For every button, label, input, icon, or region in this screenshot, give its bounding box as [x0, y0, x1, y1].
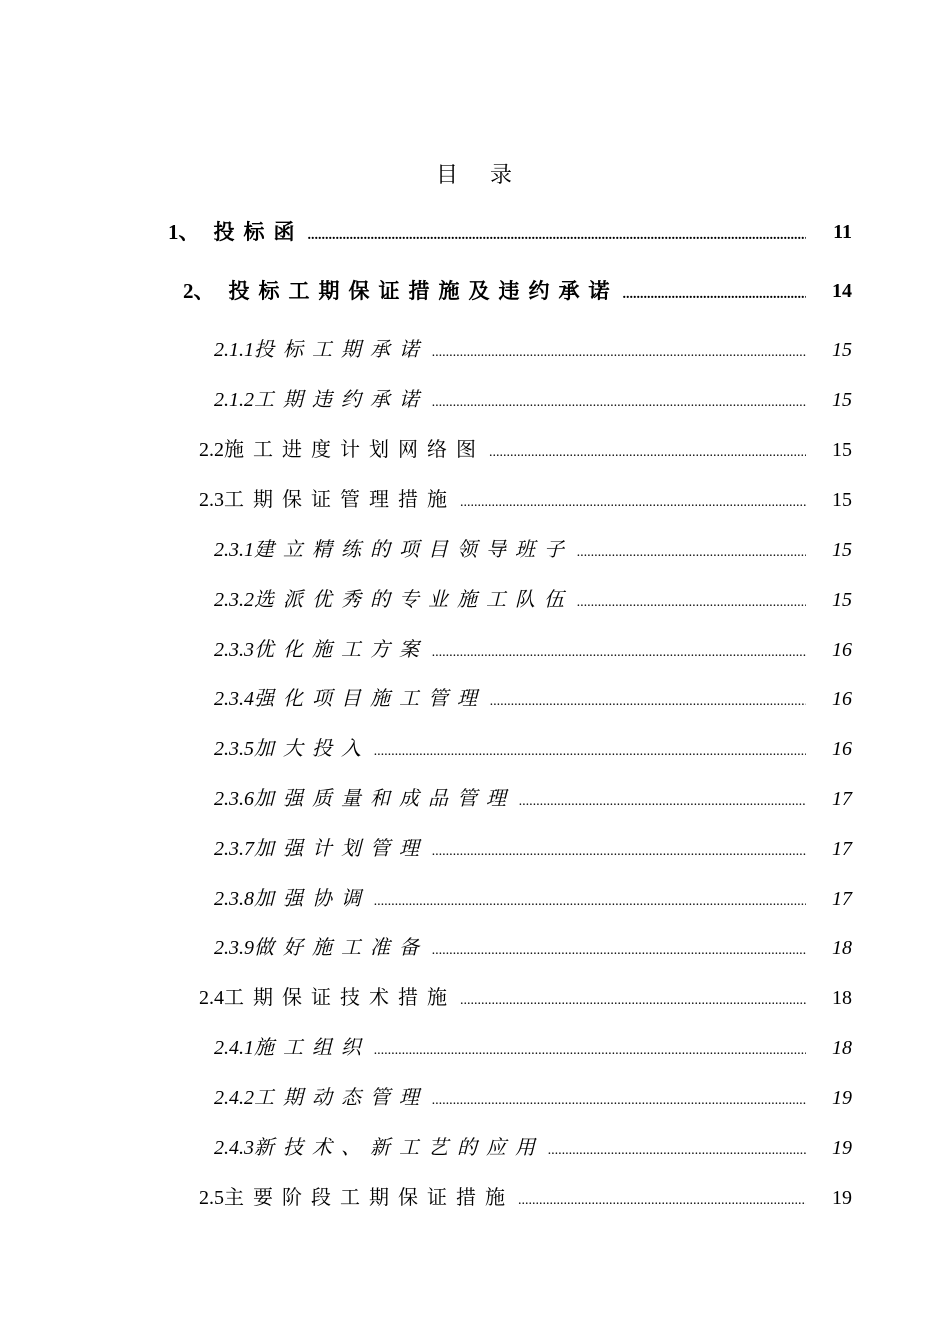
- toc-entry-page-number: 15: [832, 489, 852, 511]
- toc-entry-number: 2.2: [199, 439, 224, 461]
- toc-entry-leader-dots: [432, 1085, 806, 1117]
- toc-entry-page-number: 16: [832, 738, 852, 760]
- toc-entry-leader-dots: [548, 1135, 806, 1167]
- toc-entry-label: [214, 932, 428, 964]
- toc-entry[interactable]: [214, 384, 812, 416]
- toc-entry-page-number: 18: [832, 987, 852, 1009]
- toc-entry-label: [214, 1032, 370, 1064]
- toc-entry-number: 2.3.1: [214, 539, 254, 561]
- toc-entry-leader-dots: [490, 686, 806, 718]
- toc-entry-label: [199, 982, 456, 1014]
- toc-entry-label: [214, 584, 573, 616]
- toc-entry-label: [214, 733, 370, 765]
- toc-entry-leader-dots: [374, 886, 806, 918]
- toc-entry-label: [199, 434, 485, 466]
- toc-entry-text: 新技术、新工艺的应用: [254, 1137, 544, 1159]
- toc-entry-text: 施工进度计划网络图: [224, 439, 485, 461]
- toc-entry[interactable]: [214, 783, 812, 815]
- toc-entry-label: [214, 683, 486, 715]
- toc-entry[interactable]: [199, 434, 812, 466]
- toc-entry-label: [214, 534, 573, 566]
- toc-entry-leader-dots: [518, 1185, 806, 1217]
- toc-entry[interactable]: [214, 833, 812, 865]
- toc-entry-label: [214, 334, 428, 366]
- toc-entry-text: 优化施工方案: [254, 639, 428, 661]
- toc-entry-number: 2.4.1: [214, 1037, 254, 1059]
- toc-entry-label: [199, 1182, 514, 1214]
- toc-entry-label: [214, 883, 370, 915]
- toc-entry-text: 投标函: [213, 220, 304, 244]
- toc-entry-text: 施工组织: [254, 1037, 370, 1059]
- toc-entry-number: 2.3.4: [214, 688, 254, 710]
- toc-entry-page-number: 18: [832, 937, 852, 959]
- toc-entry-text: 主要阶段工期保证措施: [224, 1187, 514, 1209]
- toc-entry[interactable]: [214, 932, 812, 964]
- toc-entry-leader-dots: [460, 487, 806, 519]
- toc-entry-number: 2.5: [199, 1187, 224, 1209]
- toc-entry-label: [214, 783, 515, 815]
- toc-entry[interactable]: [214, 584, 812, 616]
- toc-entry-leader-dots: [519, 786, 806, 818]
- toc-entry-label: [183, 275, 619, 307]
- toc-entry-number: 2.3.9: [214, 937, 254, 959]
- toc-entry-page-number: 15: [832, 589, 852, 611]
- toc-entry-leader-dots: [432, 836, 806, 868]
- toc-entry-text: 工期保证技术措施: [224, 987, 456, 1009]
- toc-entry[interactable]: [214, 1032, 812, 1064]
- toc-entry-page-number: 17: [832, 838, 852, 860]
- toc-entry-text: 加强质量和成品管理: [254, 788, 515, 810]
- toc-entry-leader-dots: [623, 279, 807, 311]
- toc-entry-text: 选派优秀的专业施工队伍: [254, 589, 573, 611]
- toc-entry-number: 2.4.3: [214, 1137, 254, 1159]
- toc-entry-page-number: 17: [832, 888, 852, 910]
- toc-entry-label: [214, 1132, 544, 1164]
- toc-entry-leader-dots: [577, 587, 806, 619]
- toc-entry-number: 2.1.1: [214, 339, 254, 361]
- toc-entry-page-number: 15: [832, 389, 852, 411]
- toc-entry-leader-dots: [432, 637, 806, 669]
- toc-entry[interactable]: [214, 733, 812, 765]
- toc-entry-text: 加大投入: [254, 738, 370, 760]
- toc-entry-label: [214, 634, 428, 666]
- toc-entry-number: 2.4.2: [214, 1087, 254, 1109]
- toc-entry[interactable]: [199, 982, 812, 1014]
- toc-entry-label: [214, 833, 428, 865]
- toc-entry[interactable]: [214, 1132, 812, 1164]
- toc-entry-label: [214, 1082, 428, 1114]
- toc-entry-text: 工期动态管理: [254, 1087, 428, 1109]
- toc-entry-page-number: 19: [832, 1137, 852, 1159]
- toc-entry[interactable]: [199, 484, 812, 516]
- toc-entry-number: 2.3.7: [214, 838, 254, 860]
- toc-entry-number: 2.3.8: [214, 888, 254, 910]
- toc-entry-page-number: 17: [832, 788, 852, 810]
- toc-entry-page-number: 14: [832, 280, 852, 302]
- toc-entry-label: [199, 484, 456, 516]
- toc-entry[interactable]: [214, 634, 812, 666]
- toc-entry-text: 工期违约承诺: [254, 389, 428, 411]
- toc-entry-text: 投标工期承诺: [254, 339, 428, 361]
- toc-entry-page-number: 19: [832, 1187, 852, 1209]
- toc-entry-text: 强化项目施工管理: [254, 688, 486, 710]
- toc-entry-page-number: 19: [832, 1087, 852, 1109]
- toc-entry[interactable]: [214, 334, 812, 366]
- toc-entry-text: 投标工期保证措施及违约承诺: [228, 279, 619, 303]
- toc-entry-number: 2.3.5: [214, 738, 254, 760]
- toc-entry-page-number: 15: [832, 439, 852, 461]
- toc-entry-number: 1、: [168, 220, 200, 244]
- toc-entry-page-number: 16: [832, 688, 852, 710]
- toc-entry[interactable]: [214, 534, 812, 566]
- toc-entry-page-number: 15: [832, 539, 852, 561]
- toc-entry-number: 2.4: [199, 987, 224, 1009]
- toc-entry[interactable]: [168, 216, 812, 248]
- toc-entry-leader-dots: [460, 985, 806, 1017]
- toc-title-char-1: 目: [435, 162, 460, 187]
- toc-entry[interactable]: [214, 683, 812, 715]
- toc-entry-page-number: 18: [832, 1037, 852, 1059]
- toc-entry-leader-dots: [577, 537, 806, 569]
- toc-entry-leader-dots: [432, 935, 806, 967]
- toc-entry[interactable]: [199, 1182, 812, 1214]
- toc-entry-text: 做好施工准备: [254, 937, 428, 959]
- toc-entry-number: 2.3.6: [214, 788, 254, 810]
- toc-entry-label: [214, 384, 428, 416]
- toc-entry-text: 建立精练的项目领导班子: [254, 539, 573, 561]
- toc-entry-page-number: 11: [833, 221, 852, 243]
- toc-entry-text: 加强计划管理: [254, 838, 428, 860]
- toc-entry[interactable]: [214, 883, 812, 915]
- toc-entry-number: 2、: [183, 279, 215, 303]
- toc-entry-number: 2.3.3: [214, 639, 254, 661]
- toc-entry-number: 2.3: [199, 489, 224, 511]
- toc-entry-text: 工期保证管理措施: [224, 489, 456, 511]
- toc-entry-page-number: 16: [832, 639, 852, 661]
- toc-entry-leader-dots: [374, 736, 806, 768]
- toc-entry[interactable]: [183, 275, 812, 307]
- toc-entry-leader-dots: [489, 437, 806, 469]
- toc-entry-leader-dots: [432, 387, 806, 419]
- toc-entry-page-number: 15: [832, 339, 852, 361]
- toc-entry[interactable]: [214, 1082, 812, 1114]
- toc-entry-leader-dots: [374, 1035, 806, 1067]
- toc-entry-leader-dots: [432, 337, 806, 369]
- toc-entry-leader-dots: [308, 220, 807, 252]
- toc-title-char-2: 录: [490, 162, 515, 187]
- toc-entry-label: [168, 216, 304, 248]
- toc-entry-number: 2.3.2: [214, 589, 254, 611]
- toc-entry-number: 2.1.2: [214, 389, 254, 411]
- toc-entry-text: 加强协调: [254, 888, 370, 910]
